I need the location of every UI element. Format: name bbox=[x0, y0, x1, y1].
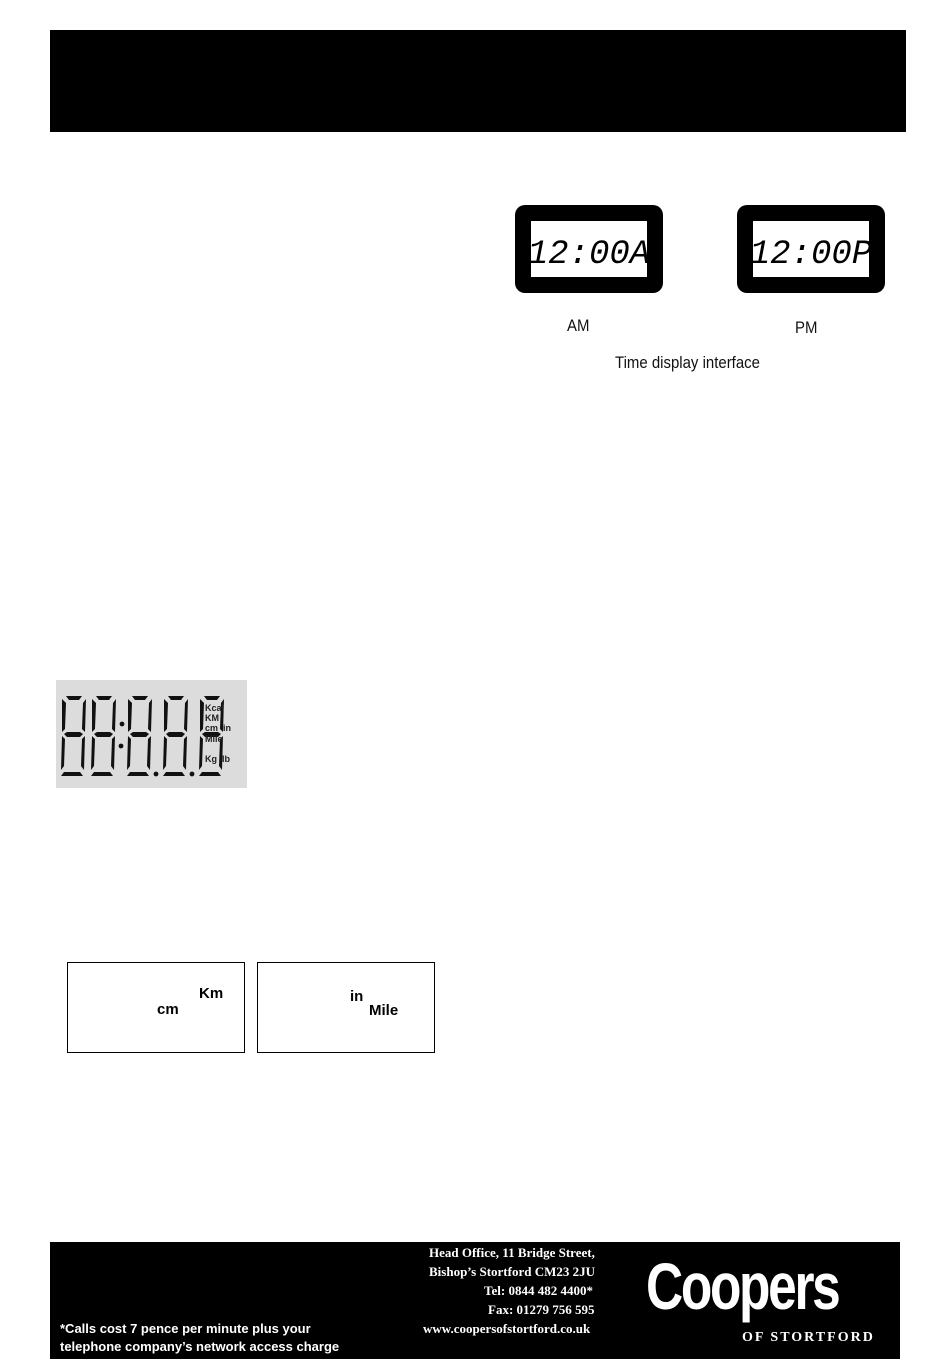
coopers-logo: Coopers bbox=[646, 1249, 839, 1323]
unit-kcal: Kcal bbox=[205, 703, 225, 713]
unit-kg-lb: Kg lb bbox=[205, 754, 230, 764]
unit-mile: Mile bbox=[205, 734, 223, 744]
footer bbox=[50, 1242, 900, 1359]
header-bar bbox=[50, 30, 906, 132]
footer-call-note bbox=[60, 1320, 339, 1356]
unit-box-mile-label: Mile bbox=[369, 1002, 399, 1019]
lcd-panel bbox=[56, 680, 247, 788]
unit-box-in-label: in bbox=[350, 988, 364, 1005]
unit-box-in-mile bbox=[257, 962, 435, 1053]
footer-tel: Tel: 0844 482 4400* bbox=[484, 1283, 593, 1298]
unit-km: KM bbox=[205, 713, 219, 723]
unit-box-km-cm bbox=[67, 962, 245, 1053]
footer-fax: Fax: 01279 756 595 bbox=[488, 1302, 595, 1317]
pm-lcd-reading: 12:00P bbox=[749, 236, 873, 274]
unit-box-cm-label: cm bbox=[157, 1001, 179, 1018]
am-time-display bbox=[515, 205, 663, 293]
coopers-logo-subtitle: OF STORTFORD bbox=[742, 1330, 875, 1345]
footer-note-line1: *Calls cost 7 pence per minute plus your bbox=[60, 1321, 311, 1336]
pm-label: PM bbox=[795, 318, 818, 337]
am-lcd-digits bbox=[515, 205, 663, 293]
unit-box-km-label: Km bbox=[199, 985, 224, 1002]
lcd-eight-segment-digits bbox=[61, 696, 224, 776]
unit-cm-in: cm in bbox=[205, 723, 232, 733]
footer-note-line2: telephone company’s network access charge bbox=[60, 1339, 340, 1354]
footer-website[interactable]: www.coopersofstortford.co.uk bbox=[423, 1321, 591, 1336]
pm-time-display bbox=[737, 205, 885, 293]
am-label: AM bbox=[567, 316, 590, 335]
am-lcd-reading: 12:00A bbox=[527, 236, 651, 274]
footer-address-line1: Head Office, 11 Bridge Street, bbox=[429, 1245, 595, 1260]
time-display-caption: Time display interface bbox=[615, 353, 760, 372]
pm-lcd-digits bbox=[737, 205, 885, 293]
footer-address-line2: Bishop’s Stortford CM23 2JU bbox=[429, 1264, 595, 1279]
